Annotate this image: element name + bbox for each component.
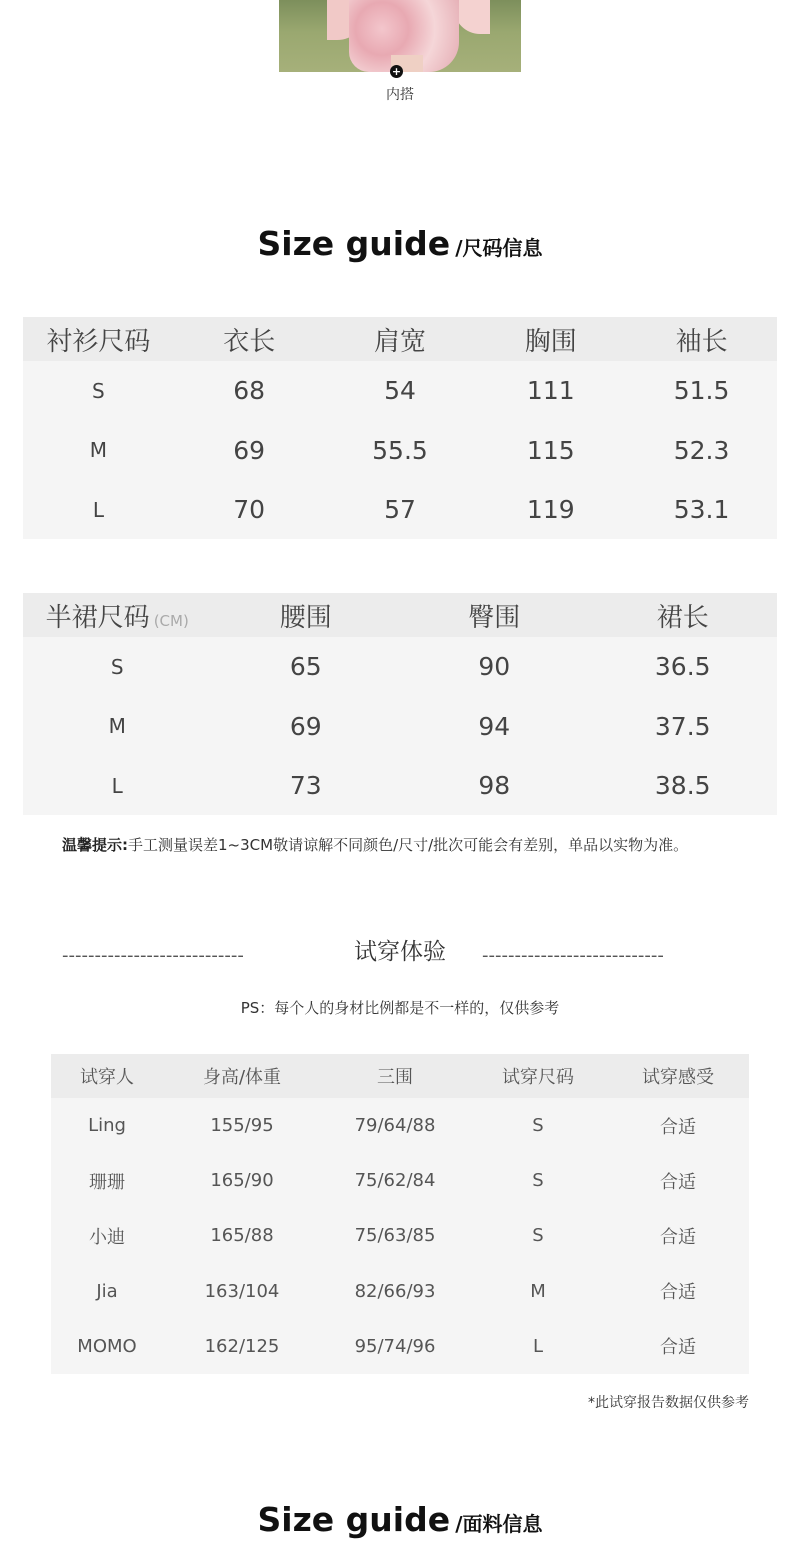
table-cell: 75/63/85 — [354, 1225, 436, 1247]
table-cell: 52.3 — [673, 435, 730, 465]
table-cell: 95/74/96 — [354, 1335, 436, 1357]
table-cell: 37.5 — [654, 711, 711, 741]
table-cell: 75/62/84 — [354, 1170, 436, 1192]
table-cell: 119 — [526, 495, 575, 525]
header-cell: 袖长 — [675, 326, 728, 357]
table-cell: L — [92, 497, 104, 522]
table-cell: 111 — [526, 376, 575, 406]
photo-caption: 内搭 — [386, 87, 414, 103]
table-cell: 53.1 — [673, 495, 730, 525]
table-cell: 小迪 — [89, 1226, 125, 1248]
table-cell: 68 — [233, 376, 266, 406]
header-label: 半裙尺码 — [45, 602, 150, 633]
table-cell: 69 — [233, 435, 266, 465]
table-cell: 94 — [478, 711, 511, 741]
header-cell: 试穿人 — [80, 1067, 134, 1088]
table-cell: 38.5 — [654, 771, 711, 801]
header-cell: 试穿感受 — [642, 1067, 714, 1088]
table-cell: L — [111, 773, 123, 798]
table-row — [51, 1098, 749, 1153]
unit-label: (CM) — [153, 611, 189, 630]
header-cell: 三围 — [377, 1067, 413, 1088]
table-cell: 90 — [478, 652, 511, 682]
table-cell: 155/95 — [210, 1115, 274, 1137]
plus-icon: + — [391, 65, 402, 78]
size-guide-title-en: Size guide — [257, 224, 451, 263]
table-cell: 珊珊 — [89, 1171, 125, 1193]
table-cell: 合适 — [660, 1337, 696, 1359]
table-cell: S — [532, 1225, 544, 1247]
header-cell: 臀围 — [468, 602, 521, 633]
size-guide-title — [0, 224, 800, 263]
table-row — [23, 756, 777, 816]
table-cell: Ling — [88, 1115, 126, 1137]
table-cell: 98 — [478, 771, 511, 801]
try-on-title — [0, 933, 800, 966]
table-header — [23, 593, 777, 637]
table-cell: 165/90 — [210, 1170, 274, 1192]
ps-note: PS：每个人的身材比例都是不一样的，仅供参考 — [240, 999, 560, 1017]
header-cell — [23, 597, 212, 634]
table-cell: 162/125 — [204, 1335, 280, 1357]
try-on-footnote: *此试穿报告数据仅供参考 — [588, 1395, 749, 1411]
table-cell: M — [530, 1280, 546, 1302]
table-cell: L — [532, 1335, 544, 1357]
product-photo — [279, 0, 521, 72]
table-cell: 163/104 — [204, 1280, 280, 1302]
table-cell: 82/66/93 — [354, 1280, 436, 1302]
header-cell: 衬衫尺码 — [46, 326, 151, 357]
table-header — [23, 317, 777, 361]
divider-right: ---------------------------- — [482, 945, 664, 966]
tip-text: 手工测量误差1~3CM敬请谅解不同颜色/尺寸/批次可能会有差别，单品以实物为准。 — [128, 836, 689, 854]
table-cell: 55.5 — [372, 435, 428, 465]
header-cell: 肩宽 — [373, 326, 426, 357]
size-guide-title-cn: /尺码信息 — [455, 236, 543, 260]
table-cell: 73 — [289, 771, 322, 801]
table-cell: S — [532, 1170, 544, 1192]
table-cell: 36.5 — [654, 652, 711, 682]
divider-left: ---------------------------- — [62, 945, 244, 966]
table-row — [23, 697, 777, 757]
table-cell: 合适 — [660, 1171, 696, 1193]
table-cell: 69 — [289, 711, 322, 741]
header-cell: 胸围 — [524, 326, 577, 357]
header-cell: 身高/体重 — [202, 1067, 282, 1088]
header-cell: 腰围 — [279, 602, 332, 633]
table-cell: 合适 — [660, 1226, 696, 1248]
table-cell: 54 — [384, 376, 416, 406]
tip-label: 温馨提示: — [62, 836, 128, 854]
table-cell: MOMO — [77, 1335, 137, 1357]
table-cell: 合适 — [660, 1116, 696, 1138]
table-header — [51, 1054, 749, 1098]
table-cell: Jia — [96, 1280, 118, 1302]
table-cell: 79/64/88 — [354, 1115, 436, 1137]
try-on-label: 试穿体验 — [354, 939, 446, 965]
table-row — [23, 421, 777, 481]
fabric-guide-title-en: Size guide — [257, 1500, 451, 1539]
table-cell: M — [108, 714, 126, 739]
photo-sleeve — [454, 0, 490, 34]
header-cell: 试穿尺码 — [502, 1067, 574, 1088]
table-cell: S — [532, 1115, 544, 1137]
table-cell: 57 — [384, 495, 416, 525]
table-cell: S — [110, 654, 124, 679]
table-cell: 115 — [526, 435, 575, 465]
try-on-table — [51, 1054, 749, 1374]
fabric-guide-title — [0, 1500, 800, 1539]
table-row — [23, 361, 777, 421]
table-cell: S — [92, 378, 105, 403]
table-cell: 65 — [289, 652, 322, 682]
table-cell: 165/88 — [210, 1225, 274, 1247]
fabric-guide-title-cn: /面料信息 — [455, 1512, 543, 1536]
table-row — [23, 637, 777, 697]
shirt-size-table — [23, 317, 777, 539]
table-row — [51, 1264, 749, 1319]
table-cell: 51.5 — [673, 376, 730, 406]
measurement-tip — [62, 834, 688, 855]
table-cell: 合适 — [660, 1282, 696, 1304]
table-cell: M — [89, 438, 108, 463]
table-row — [51, 1208, 749, 1263]
table-row — [51, 1153, 749, 1208]
skirt-size-table — [23, 593, 777, 815]
header-cell: 裙长 — [656, 602, 709, 633]
table-cell: 70 — [233, 495, 266, 525]
table-row — [51, 1319, 749, 1374]
header-cell: 衣长 — [223, 326, 276, 357]
table-row — [23, 480, 777, 540]
